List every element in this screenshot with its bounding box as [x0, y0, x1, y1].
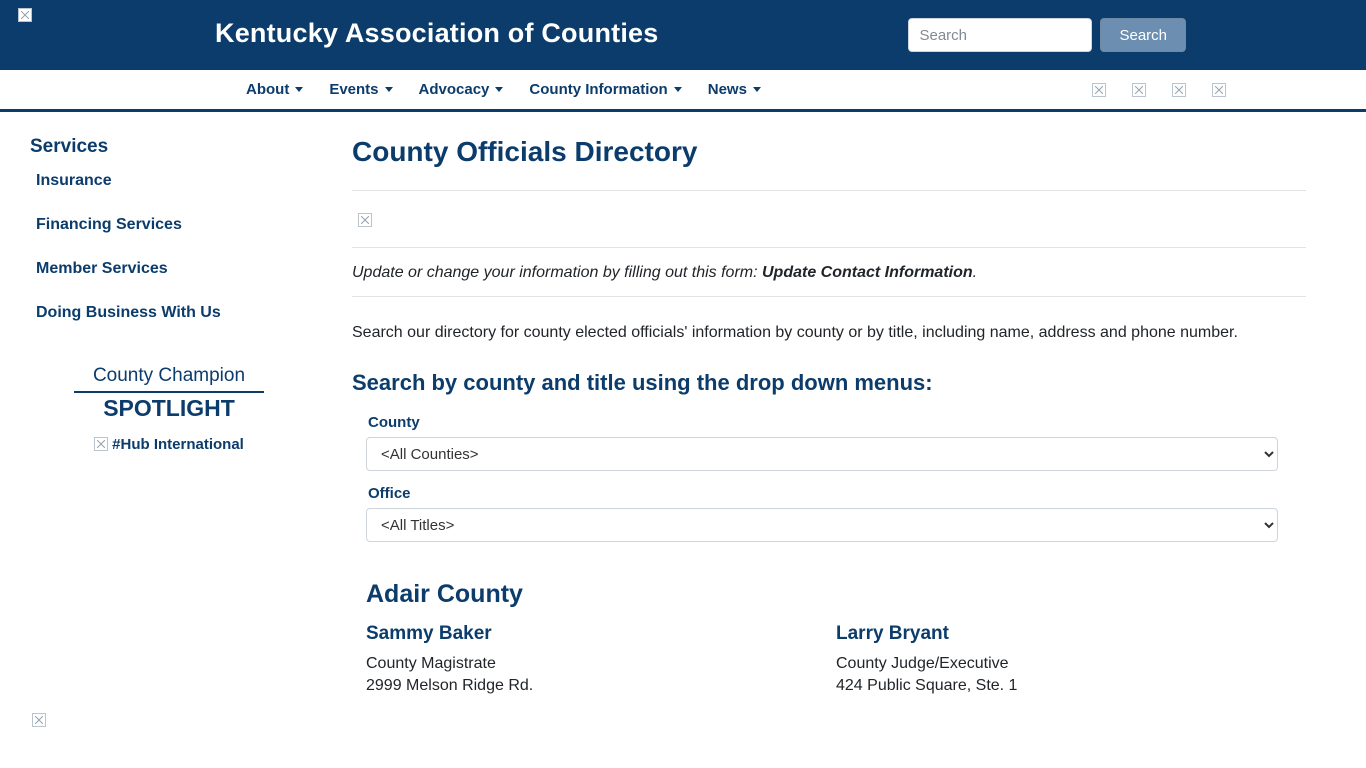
divider: [352, 296, 1306, 297]
chevron-down-icon: [385, 87, 393, 92]
spotlight-line-1: County Champion: [92, 365, 246, 386]
social-icon-4[interactable]: [1212, 83, 1226, 97]
county-field-label: County: [368, 414, 420, 432]
official-entry: [366, 623, 836, 696]
county-select[interactable]: [366, 437, 1278, 471]
nav-item-advocacy[interactable]: [419, 81, 504, 98]
nav-item-events[interactable]: [329, 81, 392, 98]
county-heading: Adair County: [366, 580, 523, 609]
search-input[interactable]: [908, 18, 1092, 52]
social-icon-3[interactable]: [1172, 83, 1186, 97]
office-select[interactable]: [366, 508, 1278, 542]
site-logo[interactable]: [18, 6, 32, 20]
chevron-down-icon: [495, 87, 503, 92]
search-heading: Search by county and title using the drop down menus:: [352, 370, 933, 396]
spotlight-sponsor[interactable]: [74, 436, 264, 453]
sidebar-item-member-services[interactable]: Member Services: [36, 260, 168, 277]
sidebar-item-financing-services[interactable]: Financing Services: [36, 216, 182, 233]
official-entry: [836, 623, 1306, 696]
chevron-down-icon: [753, 87, 761, 92]
main-navigation: [0, 70, 1366, 112]
site-title: Kentucky Association of Counties: [215, 18, 659, 48]
sidebar-item-doing-business-with-us[interactable]: Doing Business With Us: [36, 304, 221, 321]
directory-intro-text: Search our directory for county elected officials' information by county or by title, including name, address and phone number.: [352, 324, 1238, 341]
sidebar-bottom-image[interactable]: [32, 713, 46, 727]
nav-item-label: County Information: [529, 81, 668, 98]
broken-image-icon: [94, 437, 108, 451]
nav-items: [246, 81, 761, 98]
office-field-label: Office: [368, 485, 411, 503]
sidebar-heading: Services: [30, 136, 109, 157]
official-name: Larry Bryant: [836, 623, 949, 645]
update-contact-link[interactable]: Update Contact Information: [761, 264, 973, 281]
county-champion-spotlight: [74, 364, 264, 453]
official-title: County Judge/Executive: [836, 655, 1009, 673]
nav-item-news[interactable]: [708, 81, 761, 98]
social-icons: [1092, 83, 1226, 97]
spotlight-line-2: SPOTLIGHT: [74, 391, 264, 422]
nav-item-label: News: [707, 81, 747, 98]
social-icon-1[interactable]: [1092, 83, 1106, 97]
main-content: [338, 112, 1366, 765]
search-button[interactable]: Search: [1100, 18, 1186, 52]
update-info-row: [352, 248, 1306, 296]
officials-list: [366, 623, 1306, 696]
chevron-down-icon: [674, 87, 682, 92]
social-icon-2[interactable]: [1132, 83, 1146, 97]
banner-broken-image-icon: [358, 213, 372, 227]
page-title: County Officials Directory: [352, 136, 698, 167]
update-info-text: Update or change your information by filling out this form:: [352, 264, 762, 281]
site-header: [0, 0, 1366, 70]
nav-item-about[interactable]: [246, 81, 303, 98]
header-search: [908, 18, 1186, 52]
nav-item-label: Events: [329, 81, 379, 98]
official-name: Sammy Baker: [366, 623, 492, 645]
sidebar: [0, 112, 338, 765]
nav-item-county-information[interactable]: [529, 81, 681, 98]
broken-image-icon: [18, 8, 32, 22]
page-body: [0, 112, 1366, 765]
nav-item-label: Advocacy: [418, 81, 490, 98]
official-title: County Magistrate: [366, 655, 496, 673]
directory-banner: [352, 191, 1306, 247]
spotlight-sponsor-label: #Hub International: [112, 435, 244, 453]
update-info-suffix: .: [972, 264, 978, 281]
official-address: 2999 Melson Ridge Rd.: [366, 676, 534, 694]
chevron-down-icon: [295, 87, 303, 92]
nav-item-label: About: [246, 81, 290, 98]
official-address: 424 Public Square, Ste. 1: [836, 676, 1018, 694]
sidebar-item-insurance[interactable]: Insurance: [36, 172, 112, 189]
